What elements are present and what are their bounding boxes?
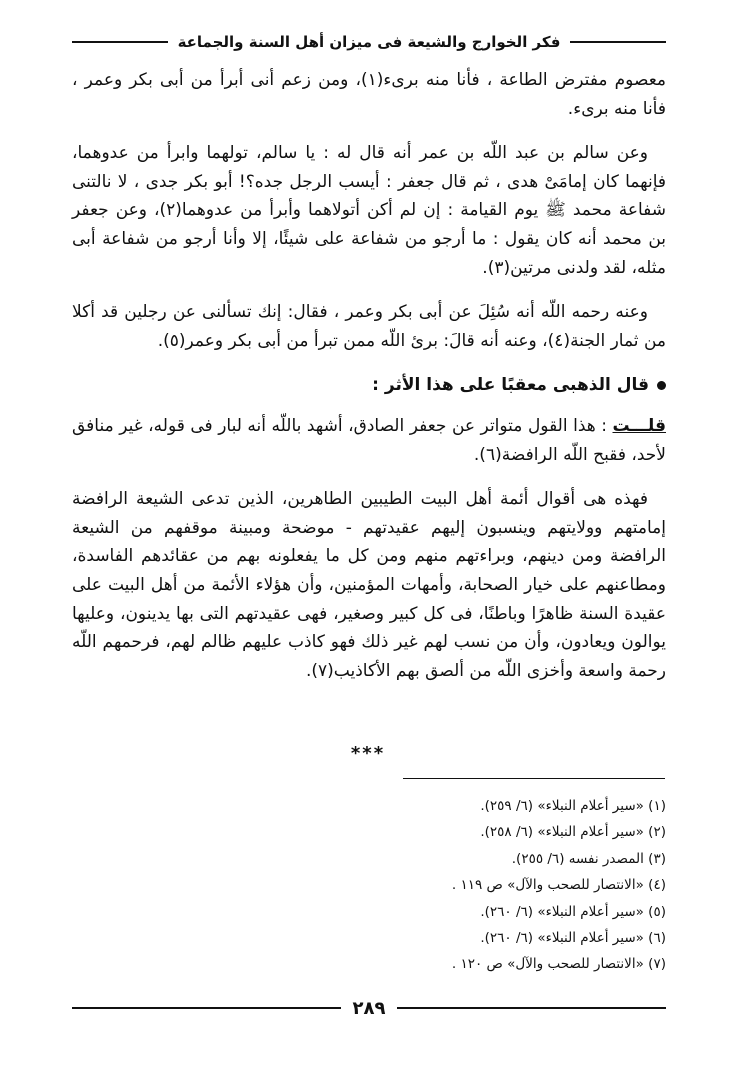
footnote-item: (٢) «سير أعلام النبلاء» (٦/ ٢٥٨). [480, 824, 666, 841]
footnote-item: (٥) «سير أعلام النبلاء» (٦/ ٢٦٠). [480, 903, 666, 920]
running-header-title: فكر الخوارج والشيعة فى ميزان أهل السنة والجماعة [177, 33, 561, 51]
paragraph-1: معصوم مفترض الطاعة ، فأنا منه برىء(١)، ومن زعم أنى أبرأ من أبى بكر وعمر ، فأنا منه برىء. [72, 70, 667, 119]
page-number: ٢٨٩ [352, 997, 386, 1019]
paragraph-4 [72, 412, 666, 469]
page-footer [72, 995, 666, 1021]
footnotes-list [330, 793, 666, 978]
qult-label: قلـــت [612, 415, 666, 436]
footnote-item: (٧) «الانتصار للصحب والآل» ص ١٢٠ . [451, 956, 666, 973]
main-text [72, 66, 666, 701]
bullet-heading [72, 371, 666, 400]
footnote-item: (٦) «سير أعلام النبلاء» (٦/ ٢٦٠). [480, 929, 666, 946]
paragraph-2: وعن سالم بن عبد اللّه بن عمر أنه قال له : يا سالم، تولهما وابرأ من عدوهما، فإنهما كان إمامَىْ هدى ، ثم قال جعفر : أيسب الرجل جده؟! أبو بكر جدى ، لا نالتنى شفاعة محمد ﷺ يوم القيامة : إن لم أكن أتولاهما وأبرأ من عدوهما(٢)، وعن جعفر بن محمد أنه كان يقول : ما أرجو من شفاعة على شيئًا، إلا وأنا أرجو من شفاعة أبى مثله، لقد ولدنى مرتين(٣). [72, 143, 666, 278]
section-separator: *** [350, 743, 386, 764]
paragraph-3: وعنه رحمه اللّه أنه سُئِلَ عن أبى بكر وعمر ، فقال: إنك تسألنى عن رجلين قد أكلا من ثمار الجنة(٤)، وعنه أنه قالَ: برئ اللّه ممن تبرأ من أبى بكر وعمر(٥). [72, 302, 666, 351]
footer-rule-left [72, 1007, 341, 1009]
paragraph-5: فهذه هى أقوال أئمة أهل البيت الطيبين الطاهرين، الذين تدعى الشيعة الرافضة إمامتهم وولايتهم وينسبون إليهم عقيدتهم - موضحة ومبينة موقفهم من الشيعة الرافضة ومن دينهم، وبراءتهم منهم ومن كل ما يفعلونه بهم من عقائدهم الفاسدة، ومطاعنهم على خيار الصحابة، وأمهات المؤمنين، وأن هؤلاء الأئمة من أهل البيت على عقيدة السنة ظاهرًا وباطنًا، فى كل كبير وصغير، فهى عقيدتهم التى بها يدينون، وعليها يوالون ويعادون، وأن من نسب لهم غير ذلك فهو كاذب عليهم ظالم لهم، فرحمهم اللّه رحمة واسعة وأخزى اللّه من ألصق بهم الأكاذيب(٧). [72, 489, 666, 681]
bullet-heading-text: قال الذهبى معقبًا على هذا الأثر : [372, 375, 649, 396]
running-header [72, 28, 666, 56]
footnote-item: (١) «سير أعلام النبلاء» (٦/ ٢٥٩). [480, 798, 666, 814]
footnote-item: (٣) المصدر نفسه (٦/ ٢٥٥). [511, 850, 666, 867]
footnote-rule [403, 778, 665, 779]
paragraph-4-text: : هذا القول متواتر عن جعفر الصادق، أشهد باللّه أنه لبار فى قوله، غير منافق لأحد، فقبح اللّه الرافضة(٦). [72, 415, 666, 465]
header-rule-right [570, 41, 666, 43]
bullet-icon [657, 381, 666, 390]
footer-rule-right [397, 1007, 666, 1009]
footnote-item: (٤) «الانتصار للصحب والآل» ص ١١٩ . [451, 877, 666, 894]
header-rule-left [72, 41, 168, 43]
